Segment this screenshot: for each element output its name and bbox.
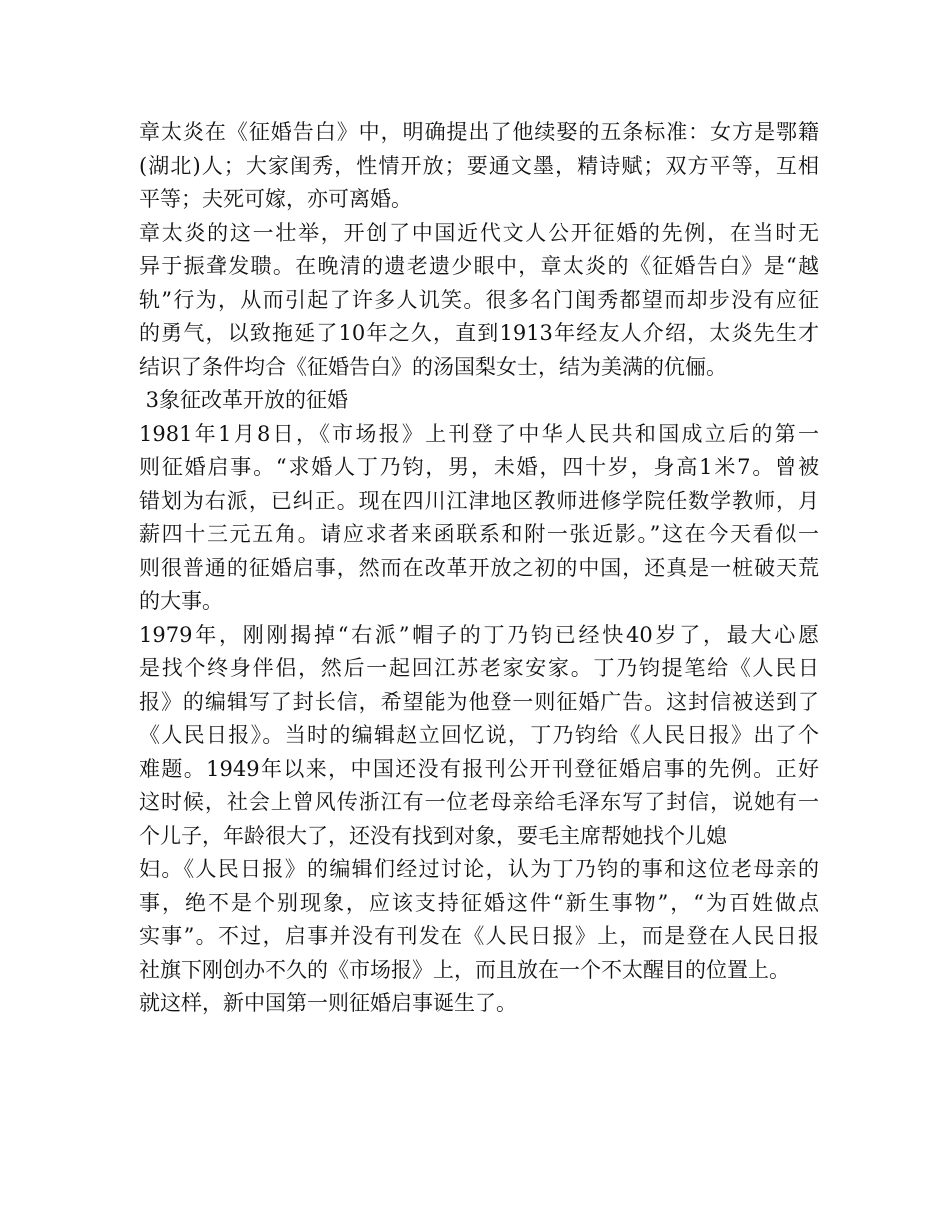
text-line: 难题。1949年以来，中国还没有报刊公开刊登征婚启事的先例。正好 (139, 756, 819, 781)
text-line: 平等；夫死可嫁，亦可离婚。 (139, 187, 412, 211)
text-line: 是找个终身伴侣，然后一起回江苏老家安家。丁乃钧提笔给《人民日 (139, 656, 819, 680)
text-line: 的勇气，以致拖延了10年之久，直到1913年经友人介绍，太炎先生才 (139, 321, 819, 345)
text-line: 个儿子，年龄很大了，还没有找到对象，要毛主席帮她找个儿媳 (139, 823, 727, 848)
text-line: 错划为右派，已纠正。现在四川江津地区教师进修学院任数学教师，月 (139, 488, 819, 513)
text-line: 章太炎在《征婚告白》中，明确提出了他续娶的五条标准：女方是鄂籍 (139, 120, 819, 144)
text-line: 《人民日报》。当时的编辑赵立回忆说，丁乃钧给《人民日报》出了个 (139, 723, 819, 747)
text-line: 事，绝不是个别现象，应该支持征婚这件“新生事物”，“为百姓做点 (139, 890, 819, 915)
text-line: 薪四十三元五角。请应求者来函联系和附一张近影。”这在今天看似一 (139, 522, 819, 546)
text-line: 章太炎的这一壮举，开创了中国近代文人公开征婚的先例，在当时无 (139, 220, 819, 245)
text-line: 报》的编辑写了封长信，希望能为他登一则征婚广告。这封信被送到了 (139, 689, 819, 714)
text-line: 社旗下刚创办不久的《市场报》上，而且放在一个不太醒目的位置上。 (139, 957, 790, 982)
text-line: 则征婚启事。“求婚人丁乃钧，男，未婚，四十岁，身高1米7。曾被 (139, 455, 819, 479)
text-line: 1981年1月8日，《市场报》上刊登了中华人民共和国成立后的第一 (139, 421, 819, 446)
body-text (139, 116, 819, 1021)
text-line: (湖北)人；大家闺秀，性情开放；要通文墨，精诗赋；双方平等，互相 (139, 153, 819, 178)
text-line: 妇。《人民日报》的编辑们经过讨论，认为丁乃钧的事和这位老母亲的 (139, 857, 819, 881)
text-line: 轨”行为，从而引起了许多人讥笑。很多名门闺秀都望而却步没有应征 (139, 287, 819, 312)
text-line: 则很普通的征婚启事，然而在改革开放之初的中国，还真是一桩破天荒 (139, 555, 819, 580)
text-line: 实事”。不过，启事并没有刊发在《人民日报》上，而是登在人民日报 (139, 924, 819, 948)
text-line: 就这样，新中国第一则征婚启事诞生了。 (139, 991, 517, 1015)
text-line: 结识了条件均合《征婚告白》的汤国梨女士，结为美满的伉俪。 (139, 354, 727, 379)
text-line: 1979年，刚刚揭掉“右派”帽子的丁乃钧已经快40岁了，最大心愿 (139, 622, 819, 647)
text-line: 异于振聋发聩。在晚清的遗老遗少眼中，章太炎的《征婚告白》是“越 (139, 254, 819, 278)
section-heading: 3象征改革开放的征婚 (139, 388, 349, 412)
text-line: 这时候，社会上曾风传浙江有一位老母亲给毛泽东写了封信，说她有一 (139, 790, 819, 814)
text-line: 的大事。 (139, 589, 223, 613)
